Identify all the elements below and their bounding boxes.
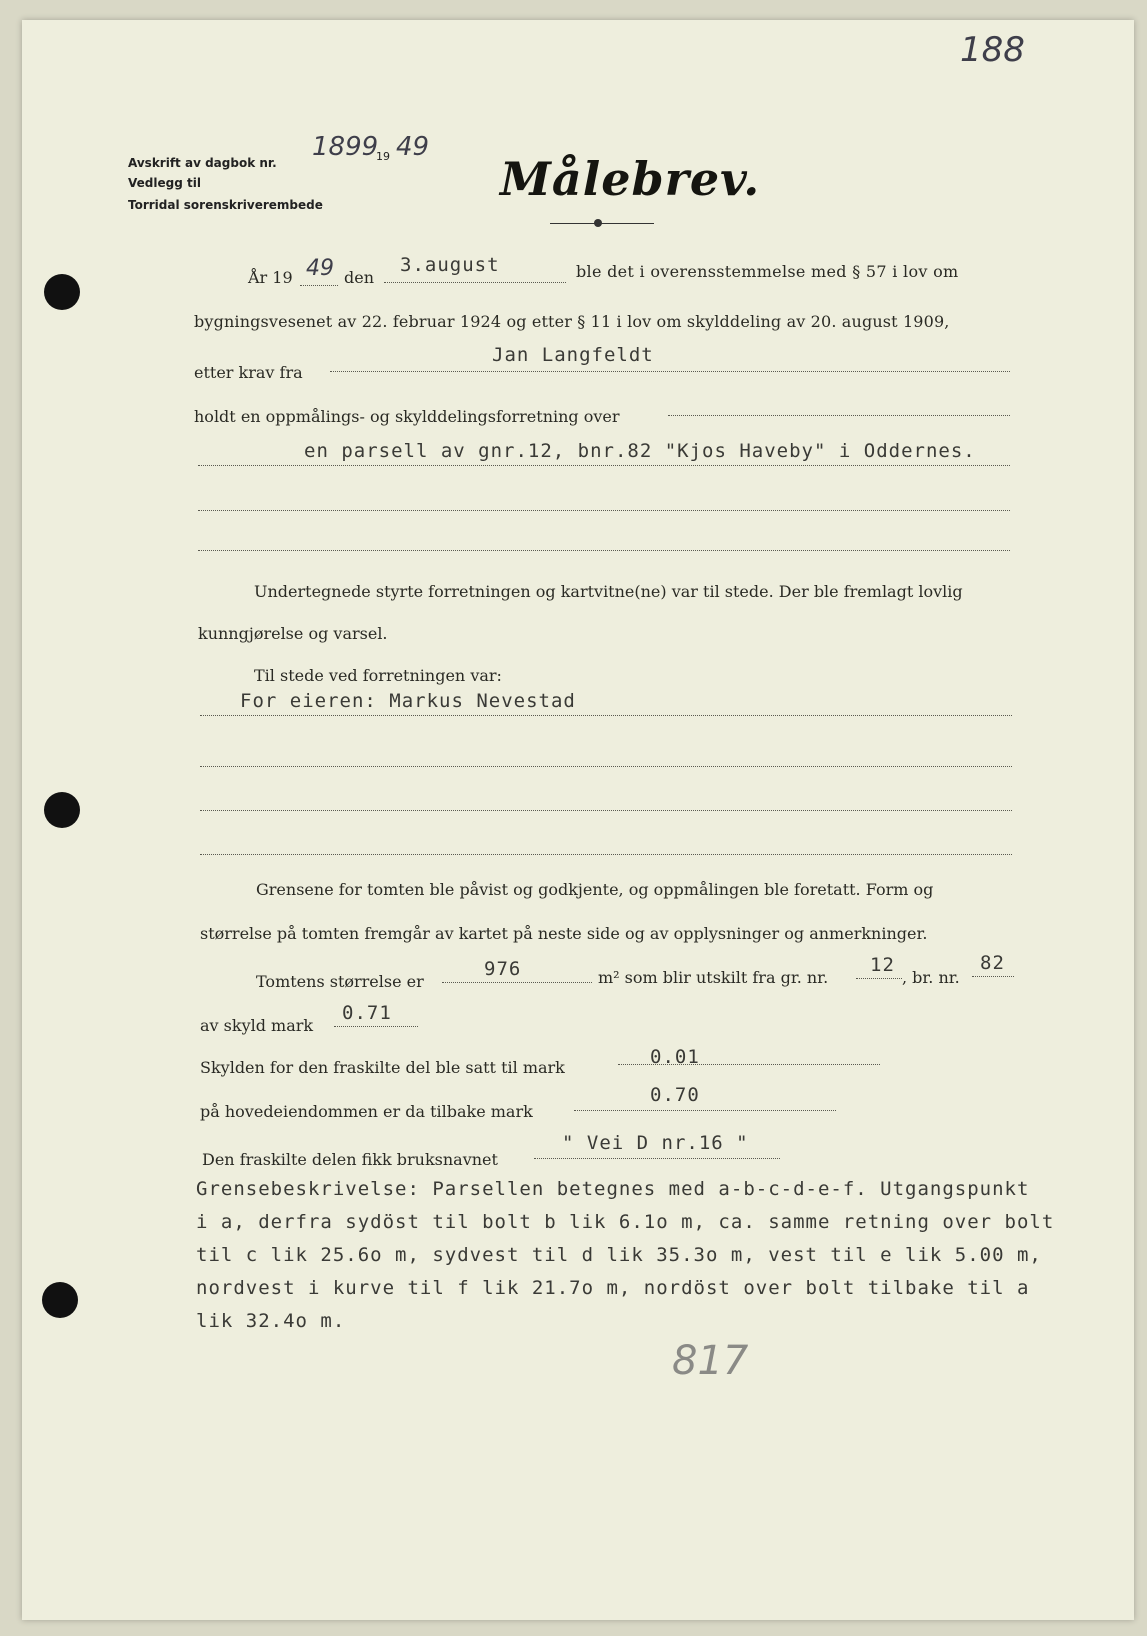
blank-dotline-3 (200, 766, 1012, 767)
para2-line2: kunngjørelse og varsel. (198, 624, 388, 643)
eier-dotline (200, 715, 1012, 716)
br-nr-value: 82 (980, 952, 1005, 974)
stamp-year: 49 (396, 132, 430, 162)
m2-text: m² som blir utskilt fra gr. nr. (598, 968, 829, 987)
stamp-line-1 (128, 156, 277, 170)
para1-line1: ble det i overensstemmelse med § 57 i lov om (576, 262, 959, 281)
tomt-dotline (442, 982, 592, 983)
fraskilt-label: Skylden for den fraskilte del ble satt til mark (200, 1058, 565, 1077)
krav-value: Jan Langfeldt (492, 344, 654, 366)
bruks-dotline (534, 1158, 780, 1159)
eier-value: For eieren: Markus Nevestad (240, 690, 576, 712)
bruks-label: Den fraskilte delen fikk bruksnavnet (202, 1150, 498, 1169)
blank-dotline-5 (200, 854, 1012, 855)
document-page (22, 20, 1134, 1620)
hoved-label: på hovedeiendommen er da tilbake mark (200, 1102, 533, 1121)
krav-dotline (330, 371, 1010, 372)
punch-hole-bottom (42, 1282, 78, 1318)
tomt-label: Tomtens størrelse er (256, 972, 424, 991)
skyld-label: av skyld mark (200, 1016, 314, 1035)
holdt-dotline (668, 415, 1010, 416)
fraskilt-value: 0.01 (650, 1046, 700, 1068)
grense-line-5: lik 32.4o m. (196, 1310, 346, 1332)
blank-dotline-2 (198, 550, 1010, 551)
page-number: 188 (960, 30, 1025, 70)
holdt-text: holdt en oppmålings- og skylddelingsforretning over (194, 407, 620, 426)
stamp-embede: Torridal sorenskriverembede (128, 198, 323, 212)
grense-line-2: i a, derfra sydöst til bolt b lik 6.1o m, ca. samme retning over bolt (196, 1211, 1055, 1233)
den-label: den (344, 268, 375, 287)
grense-line-1: Grensebeskrivelse: Parsellen betegnes med a-b-c-d-e-f. Utgangspunkt (196, 1178, 1030, 1200)
skyld-dotline (334, 1026, 418, 1027)
date-dotline (384, 282, 566, 283)
document-title: Målebrev. (500, 152, 761, 206)
til-stede-label: Til stede ved forretningen var: (254, 666, 502, 685)
year-value: 49 (306, 256, 334, 281)
hoved-value: 0.70 (650, 1084, 700, 1106)
stamp-avskrift: Avskrift av (128, 156, 201, 170)
skyld-value: 0.71 (342, 1002, 392, 1024)
para3-line2: størrelse på tomten fremgår av kartet på neste side og av opplysninger og anmerkninger. (200, 924, 928, 943)
para3-line1: Grensene for tomten ble påvist og godkjente, og oppmålingen ble foretatt. Form og (256, 880, 934, 899)
br-dotline (972, 976, 1014, 977)
punch-hole-middle (44, 792, 80, 828)
para2-line1: Undertegnede styrte forretningen og kartvitne(ne) var til stede. Der ble fremlagt lovlig (254, 582, 963, 601)
margin-note: 817 (672, 1338, 749, 1384)
gr-dotline (856, 978, 902, 979)
stamp-vedlegg: Vedlegg til (128, 176, 201, 190)
date-value: 3.august (400, 254, 500, 276)
stamp-dagbok: dagbok nr. (205, 156, 277, 170)
punch-hole-top (44, 274, 80, 310)
blank-dotline-4 (200, 810, 1012, 811)
blank-dotline-1 (198, 510, 1010, 511)
title-divider-dot (594, 219, 602, 227)
tomt-value: 976 (484, 958, 522, 980)
krav-label: etter krav fra (194, 363, 303, 382)
para1-line2: bygningsvesenet av 22. februar 1924 og etter § 11 i lov om skylddeling av 20. august 1909, (194, 312, 950, 331)
grense-line-3: til c lik 25.6o m, sydvest til d lik 35.3o m, vest til e lik 5.00 m, (196, 1244, 1042, 1266)
bruks-value: " Vei D nr.16 " (562, 1132, 749, 1154)
br-label: , br. nr. (902, 968, 960, 987)
stamp-year-prefix: 19 (376, 150, 390, 163)
parsell-dotline (198, 465, 1010, 466)
hoved-dotline (574, 1110, 836, 1111)
ar-label: År 19 (248, 268, 293, 287)
gr-nr-value: 12 (870, 954, 895, 976)
year-dotline (300, 285, 338, 286)
parsell-value: en parsell av gnr.12, bnr.82 "Kjos Haveby" i Oddernes. (304, 440, 976, 462)
grense-line-4: nordvest i kurve til f lik 21.7o m, nordöst over bolt tilbake til a (196, 1277, 1030, 1299)
title-divider (550, 223, 654, 224)
stamp-dagbok-number: 1899 (312, 132, 379, 162)
